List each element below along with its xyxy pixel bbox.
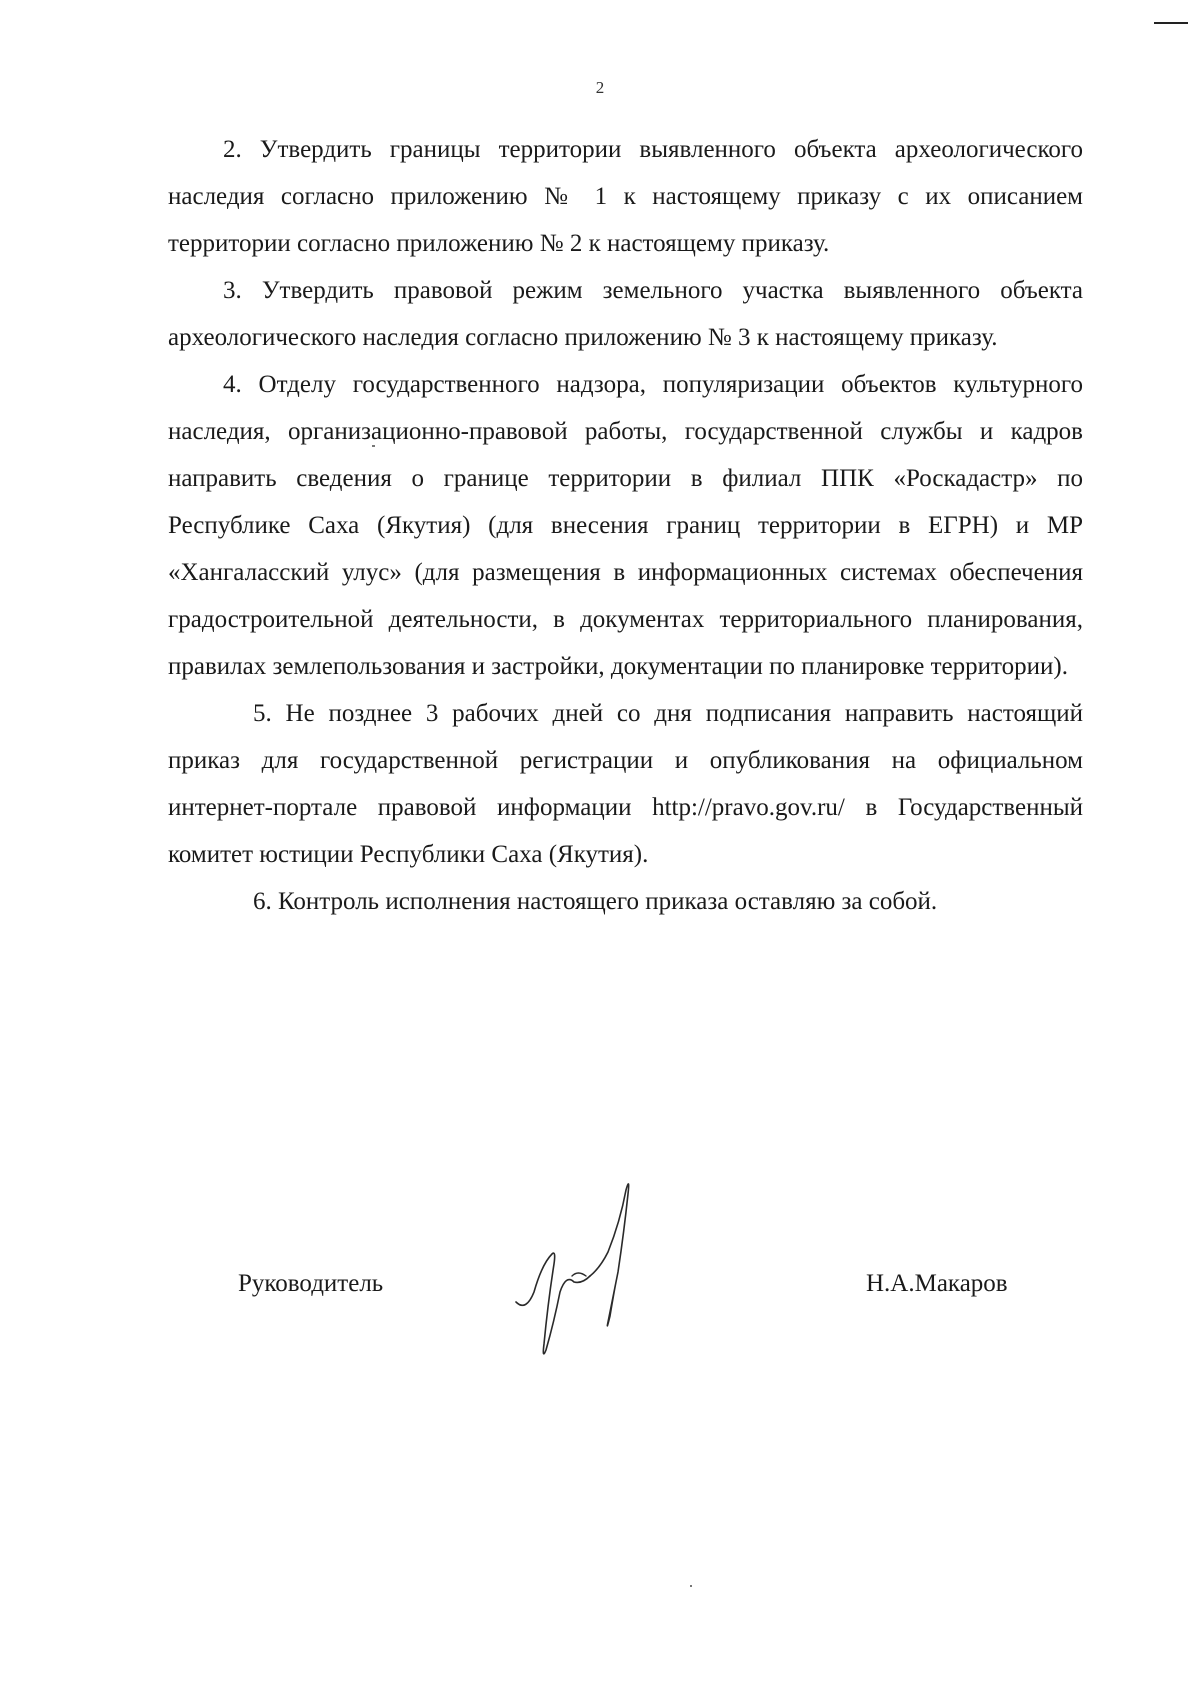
scan-speck (690, 1585, 692, 1587)
scan-speck (372, 445, 375, 447)
paragraph-6: 6. Контроль исполнения настоящего приказа оставляю за собой. (253, 888, 938, 915)
handwritten-signature (508, 1172, 668, 1372)
page-number: 2 (595, 78, 605, 97)
paragraph-5: 5. Не позднее 3 рабочих дней со дня подписания направить настоящий приказ для государственной регистрации и опубликования на официальном интернет-портале правовой информации http://pravo.gov.ru/ в Государственный комитет юстиции Республики Саха (Якутия). (168, 700, 1083, 868)
paragraph-4: 4. Отделу государственного надзора, популяризации объектов культурного наследия, организационно-правовой работы, государственной службы и кадров направить сведения о границе территории в филиал ППК «Роскадастр» по Республике Саха (Якутия) (для внесения границ территории в ЕГРН) и МР «Хангаласский улус» (для размещения в информационных системах обеспечения градостроительной деятельности, в документах территориального планирования, правилах землепользования и застройки, документации по планировке территории). (168, 371, 1083, 680)
paragraph-2: 2. Утвердить границы территории выявленного объекта археологического наследия согласно приложению № 1 к настоящему приказу с их описанием территории согласно приложению № 2 к настоящему приказу. (168, 136, 1083, 257)
document-body (168, 126, 1083, 925)
paragraph-3: 3. Утвердить правовой режим земельного участка выявленного объекта археологического наследия согласно приложению № 3 к настоящему приказу. (168, 277, 1083, 351)
corner-mark (1154, 22, 1188, 24)
signatory-title: Руководитель (238, 1270, 384, 1297)
signatory-name: Н.А.Макаров (866, 1270, 1008, 1297)
